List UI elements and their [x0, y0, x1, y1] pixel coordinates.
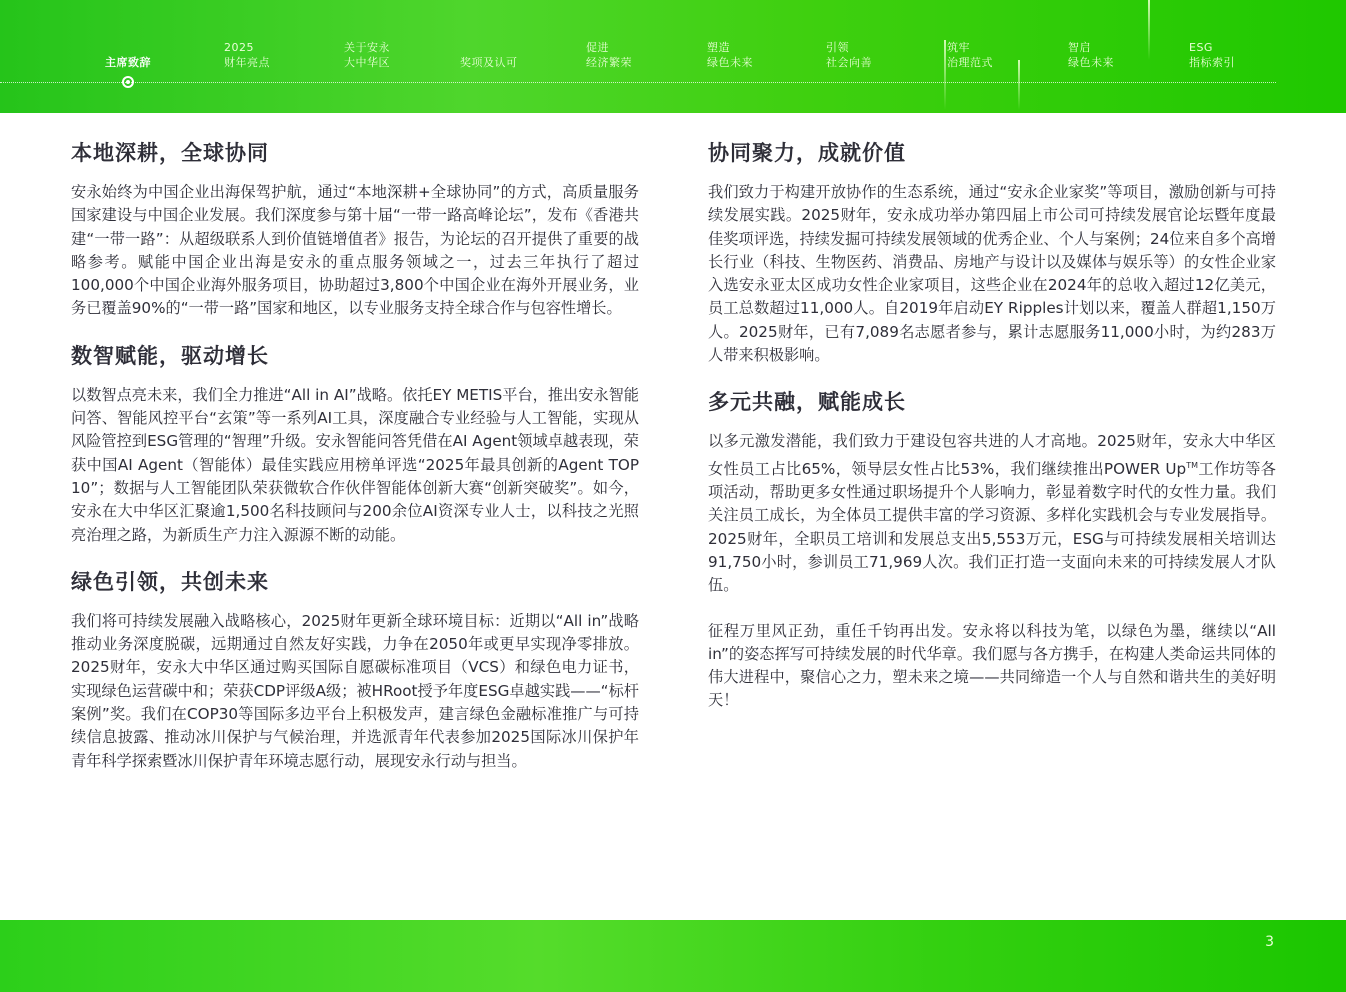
nav-label-line1: 引领 [826, 41, 849, 54]
closing-paragraph: 征程万里风正劲，重任千钧再出发。安永将以科技为笔，以绿色为墨，继续以“All in”的姿态挥写可持续发展的时代华章。我们愿与各方携手，在构建人类命运共同体的伟大进程中，聚信心之力，塑未来之境——共同缔造一个人与自然和谐共生的美好明天！ [708, 621, 1276, 710]
nav-label: 主席致辞 [105, 56, 151, 69]
nav-label-line2: 财年亮点 [224, 56, 270, 69]
section-local-global [71, 138, 639, 321]
nav-label-line1: 关于安永 [344, 41, 390, 54]
trademark-mark: TM [1186, 460, 1198, 470]
nav-item-highlights[interactable] [224, 40, 334, 70]
right-column [708, 138, 1276, 713]
section-green-future [71, 567, 639, 773]
section-body: 以数智点亮未来，我们全力推进“All in AI”战略。依托EY METIS平台，推出安永智能问答、智能风控平台“玄策”等一系列AI工具，深度融合专业经验与人工智能，实现从风险管控到ESG管理的“智理”升级。安永智能问答凭借在AI Agent领域卓越表现，荣获中国AI Agent（智能体）最佳实践应用榜单评选“2025年最具创新的Agent TOP 10”；数据与人工智能团队荣获微软合作伙伴智能体创新大赛“创新突破奖”。如今，安永在大中华区汇聚逾1,500名科技顾问与200余位AI资深专业人士，以科技之光照亮治理之路，为新质生产力注入源源不断的动能。 [71, 385, 639, 544]
nav-item-about[interactable] [344, 40, 454, 70]
section-body: 安永始终为中国企业出海保驾护航，通过“本地深耕+全球协同”的方式，高质量服务国家建设与中国企业发展。我们深度参与第十届“一带一路高峰论坛”，发布《香港共建“一带一路”：从超级联系人到价值链增值者》报告，为论坛的召开提供了重要的战略参考。赋能中国企业出海是安永的重点服务领域之一，过去三年执行了超过100,000个中国企业海外服务项目，协助超过3,800个中国企业在海外开展业务，业务已覆盖90%的“一带一路”国家和地区，以专业服务支持全球合作与包容性增长。 [71, 183, 639, 318]
nav-item-future[interactable] [1068, 40, 1178, 70]
section-title: 本地深耕，全球协同 [71, 141, 269, 165]
section-title: 绿色引领，共创未来 [71, 569, 269, 594]
footer-banner [0, 920, 1346, 992]
nav-divider [0, 82, 1276, 83]
nav-item-economy[interactable] [586, 40, 696, 70]
nav-label-line1: 2025 [224, 41, 254, 54]
section-body [708, 430, 1276, 597]
header-banner [0, 0, 1346, 113]
nav-item-green[interactable] [707, 40, 817, 70]
section-diversity [708, 387, 1276, 597]
page-number: 3 [1265, 934, 1274, 950]
nav-item-awards[interactable] [460, 55, 570, 70]
nav-label-line2: 经济繁荣 [586, 56, 632, 69]
section-title: 数智赋能，驱动增长 [71, 343, 269, 368]
section-body: 我们致力于构建开放协作的生态系统，通过“安永企业家奖”等项目，激励创新与可持续发展实践。2025财年，安永成功举办第四届上市公司可持续发展官论坛暨年度最佳奖项评选，持续发掘可持续发展领域的优秀企业、个人与案例；24位来自多个高增长行业（科技、生物医药、消费品、房地产与设计以及媒体与娱乐等）的女性企业家入选安永亚太区成功女性企业家项目，这些企业在2024年的总收入超过12亿美元，员工总数超过11,000人。自2019年启动EY Ripples计划以来，覆盖人群超1,150万人。2025财年，已有7,089名志愿者参与，累计志愿服务11,000小时，为约283万人带来积极影响。 [708, 183, 1276, 365]
nav-label-line1: 塑造 [707, 41, 730, 54]
section-collaboration [708, 138, 1276, 367]
nav-label-line2: 绿色未来 [707, 56, 753, 69]
section-body: 我们将可持续发展融入战略核心，2025财年更新全球环境目标：近期以“All in”战略推动业务深度脱碳，远期通过自然友好实践，力争在2050年或更早实现净零排放。2025财年，安永大中华区通过购买国际自愿碳标准项目（VCS）和绿色电力证书，实现绿色运营碳中和；荣获CDP评级A级；被HRoot授予年度ESG卓越实践——“标杆案例”奖。我们在COP30等国际多边平台上积极发声，建言绿色金融标准推广与可持续信息披露、推动冰川保护与气候治理，并选派青年代表参加2025国际冰川保护年青年科学探索暨冰川保护青年环境志愿行动，展现安永行动与担当。 [71, 611, 639, 770]
body-text: 以多元激发潜能，我们致力于建设包容共进的人才高地。2025财年，安永大中华区女性员工占比65%，领导层女性占比53%，我们继续推出POWER Up [708, 432, 1276, 478]
nav-label-line2: 社会向善 [826, 56, 872, 69]
top-nav [0, 0, 1346, 113]
section-digital-ai [71, 341, 639, 547]
section-title: 多元共融，赋能成长 [708, 390, 906, 415]
nav-label-line1: ESG [1189, 41, 1213, 54]
nav-label-line1: 奖项及认可 [460, 56, 518, 69]
left-column [71, 138, 639, 773]
section-title: 协同聚力，成就价值 [708, 141, 906, 165]
nav-item-governance[interactable] [947, 40, 1057, 70]
nav-label-line2: 指标索引 [1189, 56, 1235, 69]
nav-label-line1: 促进 [586, 41, 609, 54]
nav-label-line2: 大中华区 [344, 56, 390, 69]
nav-label-line2: 治理范式 [947, 56, 993, 69]
active-indicator-icon [122, 76, 134, 88]
nav-item-social[interactable] [826, 40, 936, 70]
body-text: 工作坊等各项活动，帮助更多女性通过职场提升个人影响力，彰显着数字时代的女性力量。我们关注员工成长，为全体员工提供丰富的学习资源、多样化实践机会与专业发展指导。2025财年，全职员工培训和发展总支出5,553万元，ESG与可持续发展相关培训达91,750小时，参训员工71,969人次。我们正打造一支面向未来的可持续发展人才队伍。 [708, 459, 1276, 595]
nav-label-line1: 筑牢 [947, 41, 970, 54]
nav-label-line2: 绿色未来 [1068, 56, 1114, 69]
nav-item-esg-index[interactable] [1189, 40, 1299, 70]
nav-label-line1: 智启 [1068, 41, 1091, 54]
nav-item-chairman[interactable] [105, 55, 215, 70]
